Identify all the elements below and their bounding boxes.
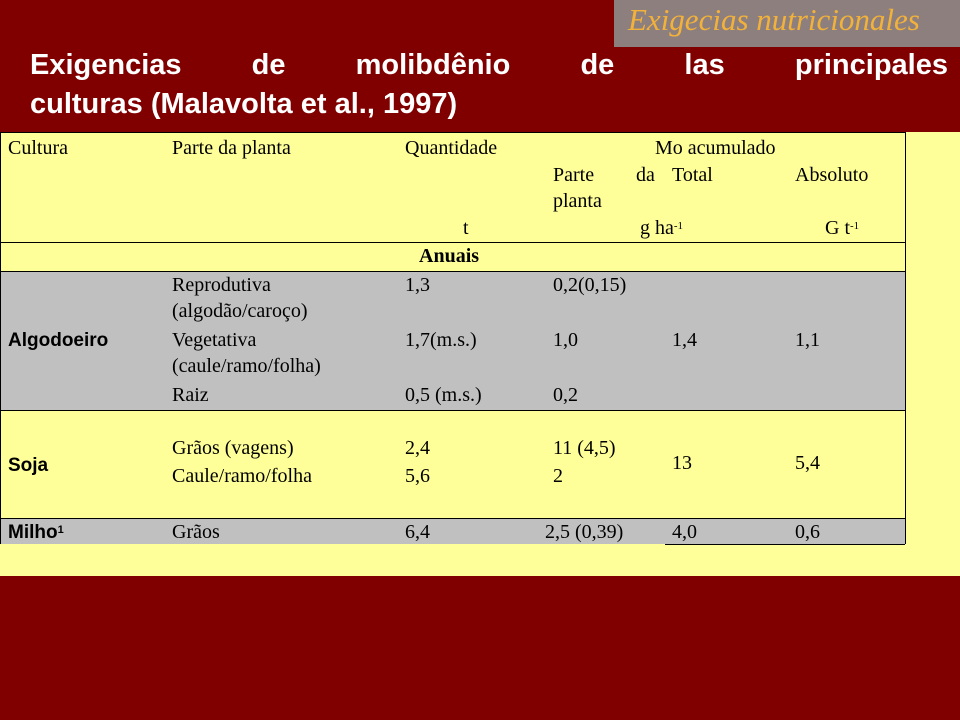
header-absoluto: Absoluto [795,164,869,186]
section-anuais: Anuais [419,245,480,267]
soja-absoluto: 5,4 [795,452,820,474]
algodoeiro-parte-1-line-2: (algodão/caroço) [172,300,308,322]
header-parte-planta-1: Parte [553,164,595,186]
cultura-milho: Milho$^1$ [8,522,64,543]
header-parte-planta-da: da [636,164,655,186]
milho-pp: 2,5 (0,39) [545,521,624,543]
cultura-soja: Soja [8,455,49,476]
unit-t: t [463,217,469,239]
header-mo-acumulado: Mo acumulado [655,137,776,159]
header-parte-da-planta: Parte da planta [172,137,291,159]
table-left-border [0,132,1,544]
milho-parte: Grãos [172,521,220,543]
algodoeiro-total: 1,4 [672,329,697,351]
algodoeiro-absoluto: 1,1 [795,329,820,351]
algodoeiro-qtd-1: 1,3 [405,274,430,296]
header-quantidade: Quantidade [405,137,498,159]
molybdenum-table [0,132,960,576]
header-total: Total [672,164,713,186]
milho-qtd: 6,4 [405,521,430,543]
table-top-rule [0,132,905,133]
algodoeiro-parte-1-line-1: Reprodutiva [172,274,271,296]
slide-title [30,46,948,124]
header-bottom-rule [0,242,905,243]
soja-pp-2: 2 [553,465,563,487]
cultura-algodoeiro: Algodoeiro [8,330,109,351]
algodoeiro-pp-2: 1,0 [553,329,578,351]
soja-parte-1: Grãos (vagens) [172,437,294,459]
milho-total: 4,0 [672,521,697,543]
milho-row-band [0,519,905,544]
algodoeiro-qtd-3: 0,5 (m.s.) [405,384,482,406]
table-right-border [905,132,906,544]
soja-bottom-rule [0,518,905,519]
algodoeiro-pp-1: 0,2(0,15) [553,274,627,296]
soja-parte-2: Caule/ramo/folha [172,465,312,487]
algodoeiro-qtd-2: 1,7(m.s.) [405,329,477,351]
section-bottom-rule [0,271,905,272]
milho-absoluto: 0,6 [795,521,820,543]
soja-pp-1: 11 (4,5) [553,437,616,459]
soja-qtd-1: 2,4 [405,437,430,459]
unit-g-t: G $t^{-1}$ [825,217,860,239]
unit-g-ha: g $ha^{-1}$ [640,217,684,239]
section-badge [614,0,960,47]
slide-title-line-1: Exigencias de molibdênio de las principales [30,49,948,81]
algodoeiro-parte-3: Raiz [172,384,209,406]
slide-title-line-2: culturas (Malavolta et al., 1997) [30,88,458,120]
milho-bottom-rule [665,544,905,545]
algodoeiro-pp-3: 0,2 [553,384,578,406]
algodoeiro-bottom-rule [0,410,905,411]
header-cultura: Cultura [8,137,68,159]
algodoeiro-parte-2-line-2: (caule/ramo/folha) [172,355,321,377]
soja-qtd-2: 5,6 [405,465,430,487]
soja-total: 13 [672,452,692,474]
header-parte-planta-2: planta [553,190,602,212]
section-badge-label: Exigecias nutricionales [628,2,920,37]
algodoeiro-parte-2-line-1: Vegetativa [172,329,257,351]
